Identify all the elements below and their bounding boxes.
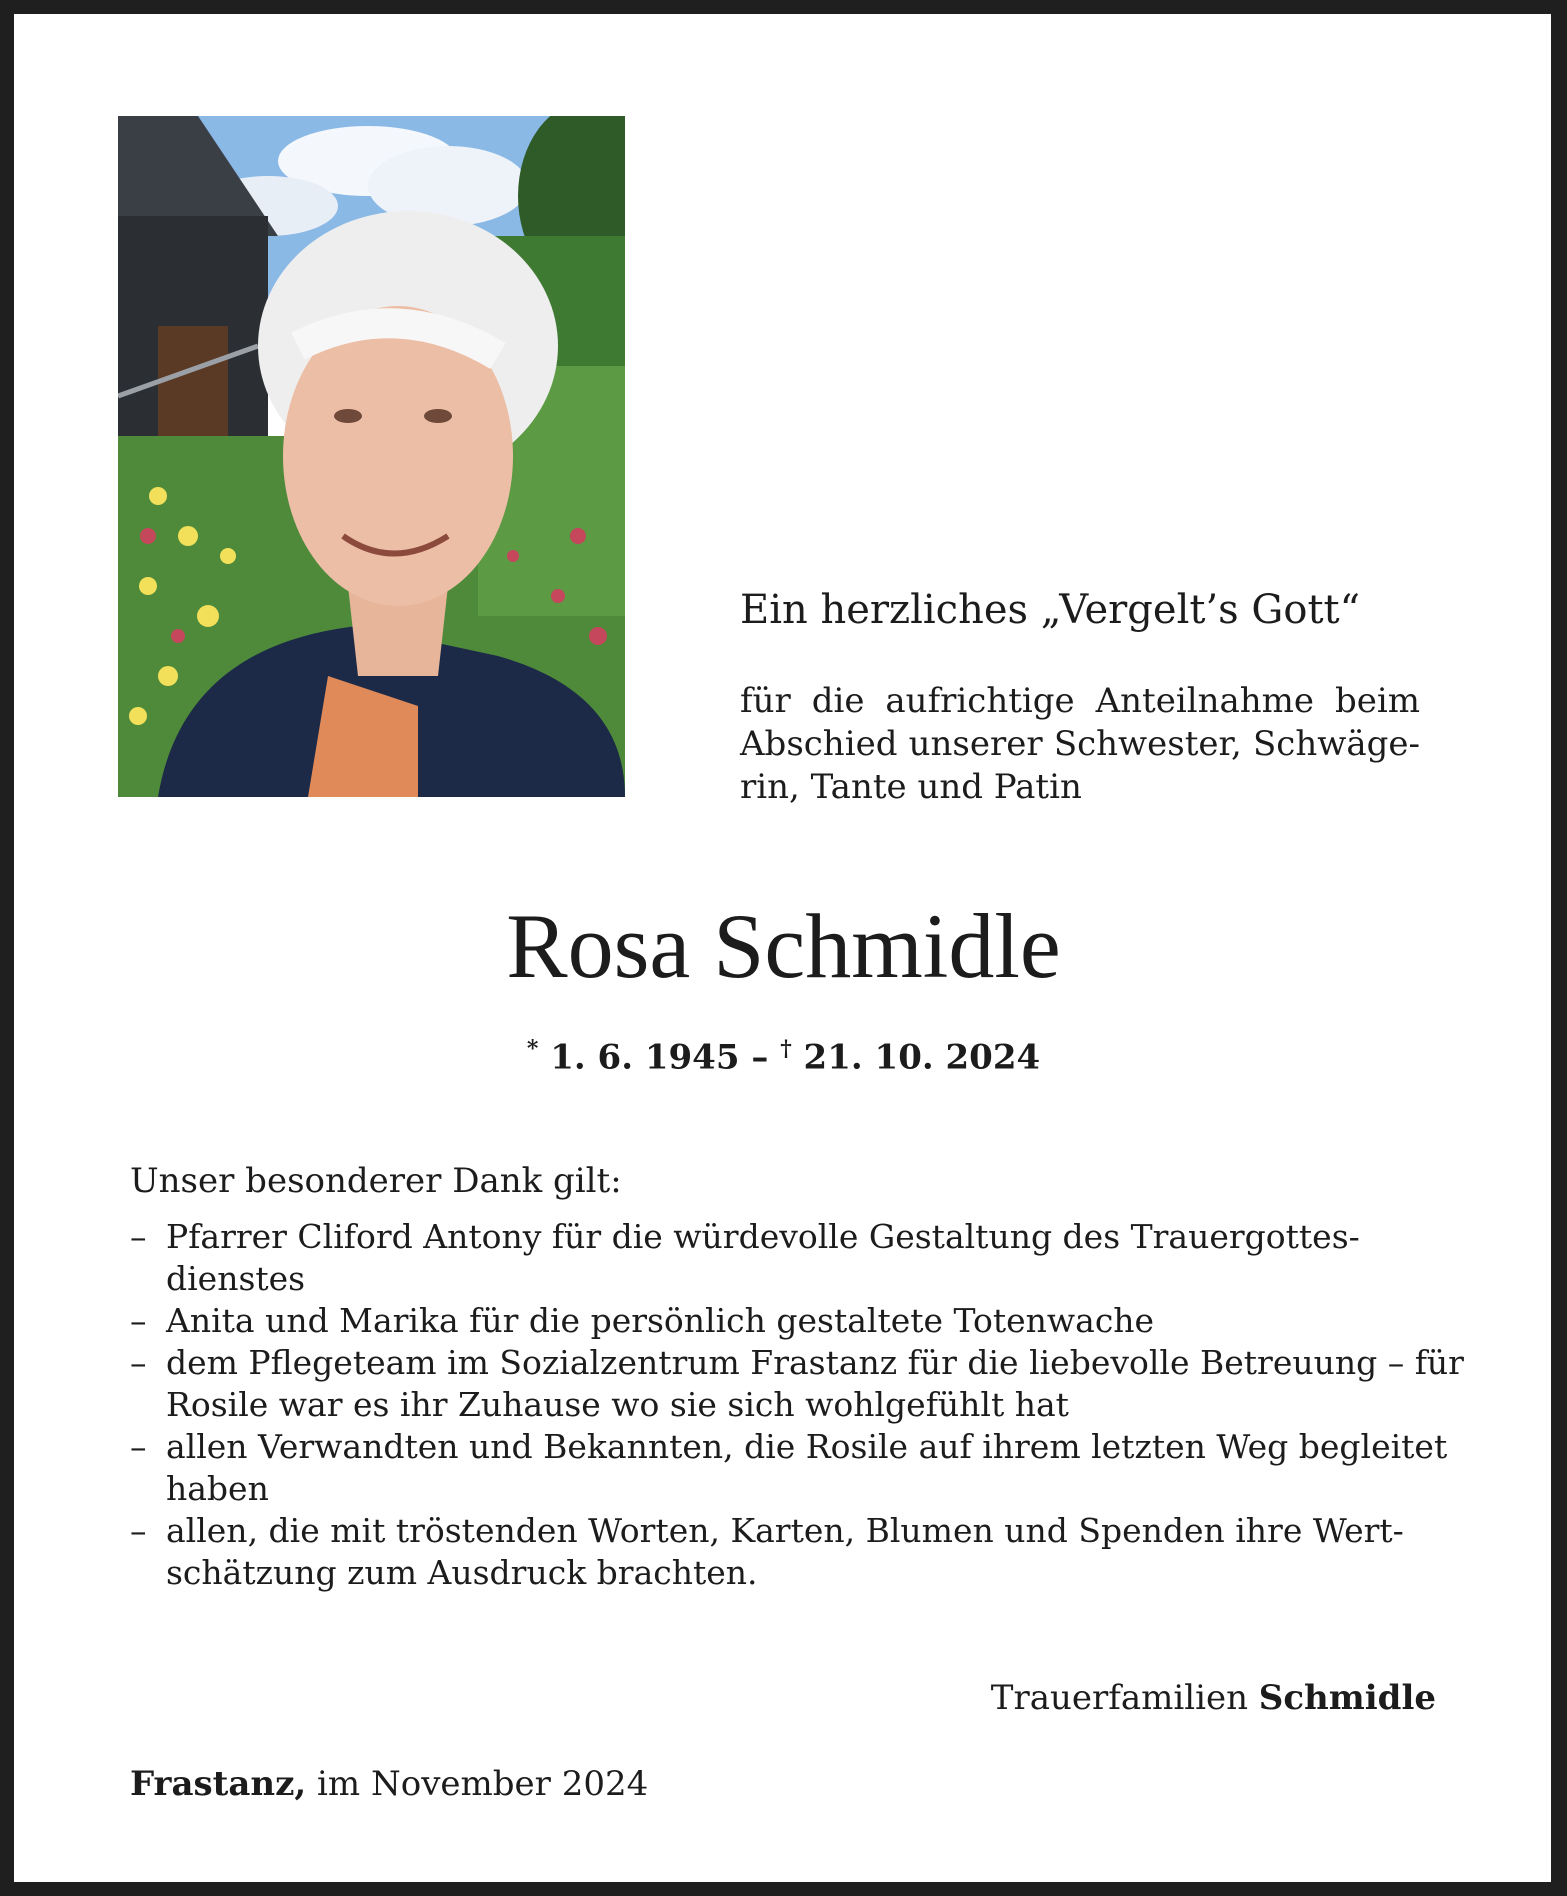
dank-heading: Unser besonderer Dank gilt: [130, 1161, 622, 1201]
thanks-line [740, 680, 1420, 723]
list-line: allen Verwandten und Bekannten, die Rosile auf ihrem letzten Weg begleitet [166, 1427, 1448, 1466]
signature-prefix: Trauerfamilien [990, 1678, 1248, 1718]
death-date: 21. 10. 2024 [803, 1037, 1041, 1078]
place-town: Frastanz, [130, 1764, 307, 1804]
death-symbol: † [780, 1036, 792, 1062]
portrait-photo [118, 116, 625, 797]
list-item [130, 1426, 1448, 1510]
thanks-heading: Ein herzliches „Vergelt’s Gott“ [740, 587, 1361, 633]
list-dash: – [130, 1301, 147, 1340]
list-dash: – [130, 1343, 147, 1382]
list-item [130, 1342, 1464, 1426]
list-dash: – [130, 1217, 147, 1256]
deceased-name: Rosa Schmidle [506, 895, 1061, 997]
thanks-word: aufrichtige [885, 681, 1075, 721]
portrait-illustration [118, 116, 625, 797]
list-line: Anita und Marika für die persönlich gestaltete Totenwache [166, 1301, 1155, 1340]
signature-family: Schmidle [1258, 1678, 1436, 1718]
birth-symbol: * [526, 1036, 539, 1062]
thanks-word: beim [1334, 681, 1420, 721]
thanks-word: Schwester, [1053, 724, 1242, 764]
thanks-word: Schwäge- [1253, 724, 1420, 764]
thanks-word: unserer [908, 724, 1043, 764]
dank-list [130, 1216, 1464, 1594]
list-dash: – [130, 1511, 147, 1550]
thanks-word: Abschied [740, 724, 898, 764]
thanks-line [740, 723, 1420, 766]
list-line: haben [166, 1469, 269, 1508]
list-line: Pfarrer Cliford Antony für die würdevolle Gestaltung des Trauergottes- [166, 1217, 1360, 1256]
thanks-word: Anteilnahme [1095, 681, 1315, 721]
list-line: Rosile war es ihr Zuhause wo sie sich wohlgefühlt hat [166, 1385, 1069, 1424]
list-item [130, 1216, 1438, 1300]
thanks-paragraph [740, 680, 1420, 809]
list-item [130, 1510, 1438, 1594]
list-line: allen, die mit tröstenden Worten, Karten, Blumen und Spenden ihre Wert- [166, 1511, 1404, 1550]
life-dates [0, 1036, 1567, 1077]
place-date [130, 1764, 648, 1804]
list-dash: – [130, 1427, 147, 1466]
birth-date: 1. 6. 1945 [550, 1037, 740, 1078]
thanks-word: für [740, 681, 791, 721]
thanks-word: die [811, 681, 865, 721]
list-line: schätzung zum Ausdruck brachten. [166, 1553, 758, 1592]
list-item [130, 1300, 1438, 1342]
list-line: dienstes [166, 1259, 306, 1298]
list-line: dem Pflegeteam im Sozialzentrum Frastanz für die liebevolle Betreuung – für [166, 1343, 1464, 1382]
thanks-line: rin, Tante und Patin [740, 767, 1082, 807]
signature [991, 1678, 1436, 1718]
date-separator: – [751, 1037, 769, 1078]
place-date-text: im November 2024 [317, 1764, 649, 1804]
